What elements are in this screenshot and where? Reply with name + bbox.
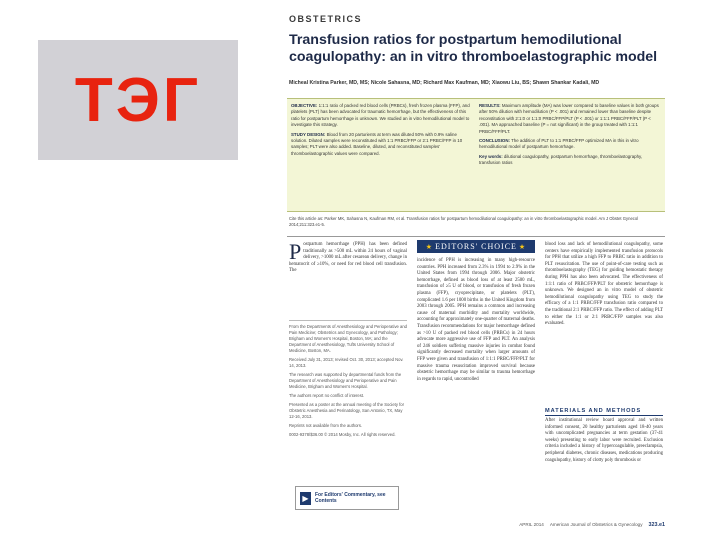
commentary-box bbox=[295, 486, 399, 510]
abstract-text: dilutional coagulopathy, postpartum hemorrhage, thromboelastography, transfusion ratios bbox=[479, 153, 643, 166]
abstract-paragraph bbox=[291, 103, 473, 129]
abstract-label: RESULTS: bbox=[479, 103, 501, 108]
footer-page-number: 323.e1 bbox=[648, 522, 665, 528]
article-page bbox=[287, 10, 667, 532]
page-footer bbox=[289, 522, 665, 528]
abstract-left-column bbox=[291, 103, 473, 160]
commentary-text: For Editors' Commentary, see Contents bbox=[314, 491, 386, 504]
body-text: ostpartum hemorrhage (PPH) has been defined traditionally as >500 mL within 24 hours of vaginal delivery, >1000 mL after cesarean delivery, change in hematocrit of ≥10%, or need for red blood cell transfusion. The bbox=[289, 242, 407, 274]
divider bbox=[287, 236, 665, 237]
citation: Cite this article as: Parker MK, Sahasna N, Kaufman RM, et al. Transfusion ratios for postpartum hemodilutional coagulopathy: an in vitro thromboelastographic model. Am J Obstet Gynecol 2014;211:323.e1-5. bbox=[289, 216, 639, 227]
abstract-label: STUDY DESIGN: bbox=[291, 131, 326, 137]
footnote: Received July 31, 2013; revised Oct. 30, 2013; accepted Nov. 14, 2013. bbox=[289, 357, 404, 368]
abstract-text: The addition of PLT to 1:1 PRBC/FFP optimized MA in this in vitro hemodilutional model of postpartum hemorrhage. bbox=[479, 138, 639, 150]
editors-choice-banner bbox=[417, 240, 535, 253]
commentary-arrow-icon: ▶ bbox=[300, 492, 311, 505]
body-column-3-methods bbox=[545, 418, 663, 464]
abstract-paragraph bbox=[479, 103, 661, 135]
slide-title: ТЭГ bbox=[74, 65, 202, 135]
body-column-2 bbox=[417, 258, 535, 383]
footnotes bbox=[289, 320, 407, 441]
footnote: From the Departments of Anesthesiology and Perioperative and Pain Medicine; Obstetrics and Gynecology, and Pathology; Brigham and Women's Hospital, Boston, MA; and the Department of Anesthesiology, Tufts University School of Medicine, Boston, MA. bbox=[289, 324, 408, 353]
abstract-label: Key words: bbox=[479, 153, 503, 159]
footer-journal: American Journal of Obstetrics & Gynecology bbox=[549, 522, 643, 527]
body-column-3 bbox=[545, 242, 663, 328]
abstract-text: Maximum amplitude (MA) was lower compared to baseline values in both groups after 50% dilution with hemodilution (P < .001) and remained lower than baseline despite reconstitution with 2:1:0 or 1:1:0 PRBC/FFP/PLT (P < .001) or 1:1:1 PRBC/FFP/PLT (P < .001). MA approached baseline (P = not significant) in the group treated with 1:1:1 PRBC/FFP/PLT. bbox=[479, 103, 659, 134]
footnote: Reprints not available from the authors. bbox=[289, 423, 363, 428]
abstract-box bbox=[287, 98, 665, 212]
star-icon: ★ bbox=[425, 242, 434, 251]
footnote: The research was supported by departmental funds from the Department of Anesthesiology and Perioperative and Pain Medicine, Brigham and Women's Hospital. bbox=[289, 372, 402, 389]
abstract-text: Blood from 20 parturients at term was diluted 50% with 0.9% saline solution. Diluted samples were reconstituted with 1:1 PRBC/FFP or 2:1 PRBC/FFP in 10 samples; PLT were also added. Baseline, diluted, and reconstituted samples' thromboelastographic values were compared. bbox=[291, 131, 463, 156]
abstract-paragraph bbox=[291, 132, 473, 158]
methods-heading: MATERIALS AND METHODS bbox=[545, 408, 663, 416]
editors-choice-label: EDITORS' CHOICE bbox=[435, 242, 517, 251]
body-text: blood loss and lack of hemodilutional coagulopathy, some centers have empirically implemented transfusion protocols for PPH that utilize a high FFP to PRBC ratio in addition to PLT resuscitation. The use of point-of-care testing such as thromboelastography (TEG) for guiding hemostatic therapy during PPH has also been advocated. The effectiveness of 1:1:1 ratio of PRBC/FFP/PLT for obstetric hemorrhage is unknown. We designed an in vitro model of obstetric hemodilutional coagulopathy using TEG to study the efficacy of a 1:1 PRBC/FFP transfusion ratio compared to the traditional 2:1 PRBC/FFP ratio. The effect of adding PLT to either the 1:1 or 2:1 PRBC/FFP samples was also evaluated. bbox=[545, 242, 663, 327]
abstract-right-column bbox=[479, 103, 661, 170]
abstract-label: CONCLUSION: bbox=[479, 138, 510, 144]
footer-date: APRIL 2014 bbox=[519, 522, 544, 527]
footnote: Presented as a poster at the annual meeting of the Society for Obstetric Anesthesia and Perinatology, San Antonio, TX, May 12-16, 2013. bbox=[289, 402, 404, 419]
abstract-text: 1:1:1 ratio of packed red blood cells (PRBCs), fresh frozen plasma (FFP), and platelets (PLT) has been advocated for traumatic hemorrhage, but the effectiveness of this ratio for postpartum hemorrhage is unknown. We studied an in vitro hemodilutional model to investigate this strategy. bbox=[291, 103, 470, 128]
body-text: After institutional review board approval and written informed consent, 20 healthy parturients aged 18-40 years with uncomplicated pregnancies at term gestation (37-41 weeks) presenting to early labor were recruited. Exclusion criteria included a history of hypercoagulable, preeclampsia, peripheral diabetes, chronic diseases, medications producing coagulopathy, history of clotty poly thrombosis or bbox=[545, 418, 663, 463]
footnote: 0002-9378/$36.00 © 2014 Mosby, Inc. All rights reserved. bbox=[289, 432, 396, 437]
section-label: OBSTETRICS bbox=[289, 14, 363, 24]
abstract-paragraph bbox=[479, 154, 661, 167]
article-authors: Micheal Kristina Parker, MD, MS; Nicole Sahasna, MD; Richard Max Kaufman, MD; Xiaowu Liu, BS; Shawn Shankar Kadali, MD bbox=[289, 80, 600, 86]
star-icon: ★ bbox=[518, 242, 527, 251]
abstract-paragraph bbox=[479, 138, 661, 151]
drop-cap: P bbox=[289, 239, 302, 264]
abstract-label: OBJECTIVE: bbox=[291, 103, 318, 108]
article-title: Transfusion ratios for postpartum hemodilutional coagulopathy: an in vitro thromboelastographic model bbox=[289, 32, 658, 65]
slide-title-box bbox=[38, 40, 238, 160]
body-text: incidence of PPH is increasing in many high-resource countries. PPH increased from 2.3% in 1994 to 2.9% in the United States from 1994 through 2006. Major obstetric hemorrhage, defined as blood loss of at least 2500 mL, transfusion of ≥5 U of blood, or transfusion of fresh frozen plasma (FFP), cryoprecipitate, or platelets (PLT), complicated 1.6 per 1000 births in the United Kingdom from 2003 through 2005. PPH remains a common and increasing cause of maternal morbidity and mortality worldwide, accounting for approximately one-quarter of maternal deaths. Transfusion recommendations for major hemorrhage defined as >10 U of packed red blood cells (PRBCs) in 24 hours advocate more aggressive use of FFP and PLT. An analysis of 246 soldiers suffering massive injuries in combat found significantly decreased mortality when larger amounts of FFP were given and transfusion of 1:1:1 PRBC/FFP/PLT for massive trauma resuscitation improved survival because obstetric hemorrhage may be similar to trauma hemorrhage in regards to rapid, uncontrolled bbox=[417, 258, 535, 382]
footnote: The authors report no conflict of interest. bbox=[289, 393, 365, 398]
body-column-1 bbox=[289, 239, 407, 275]
